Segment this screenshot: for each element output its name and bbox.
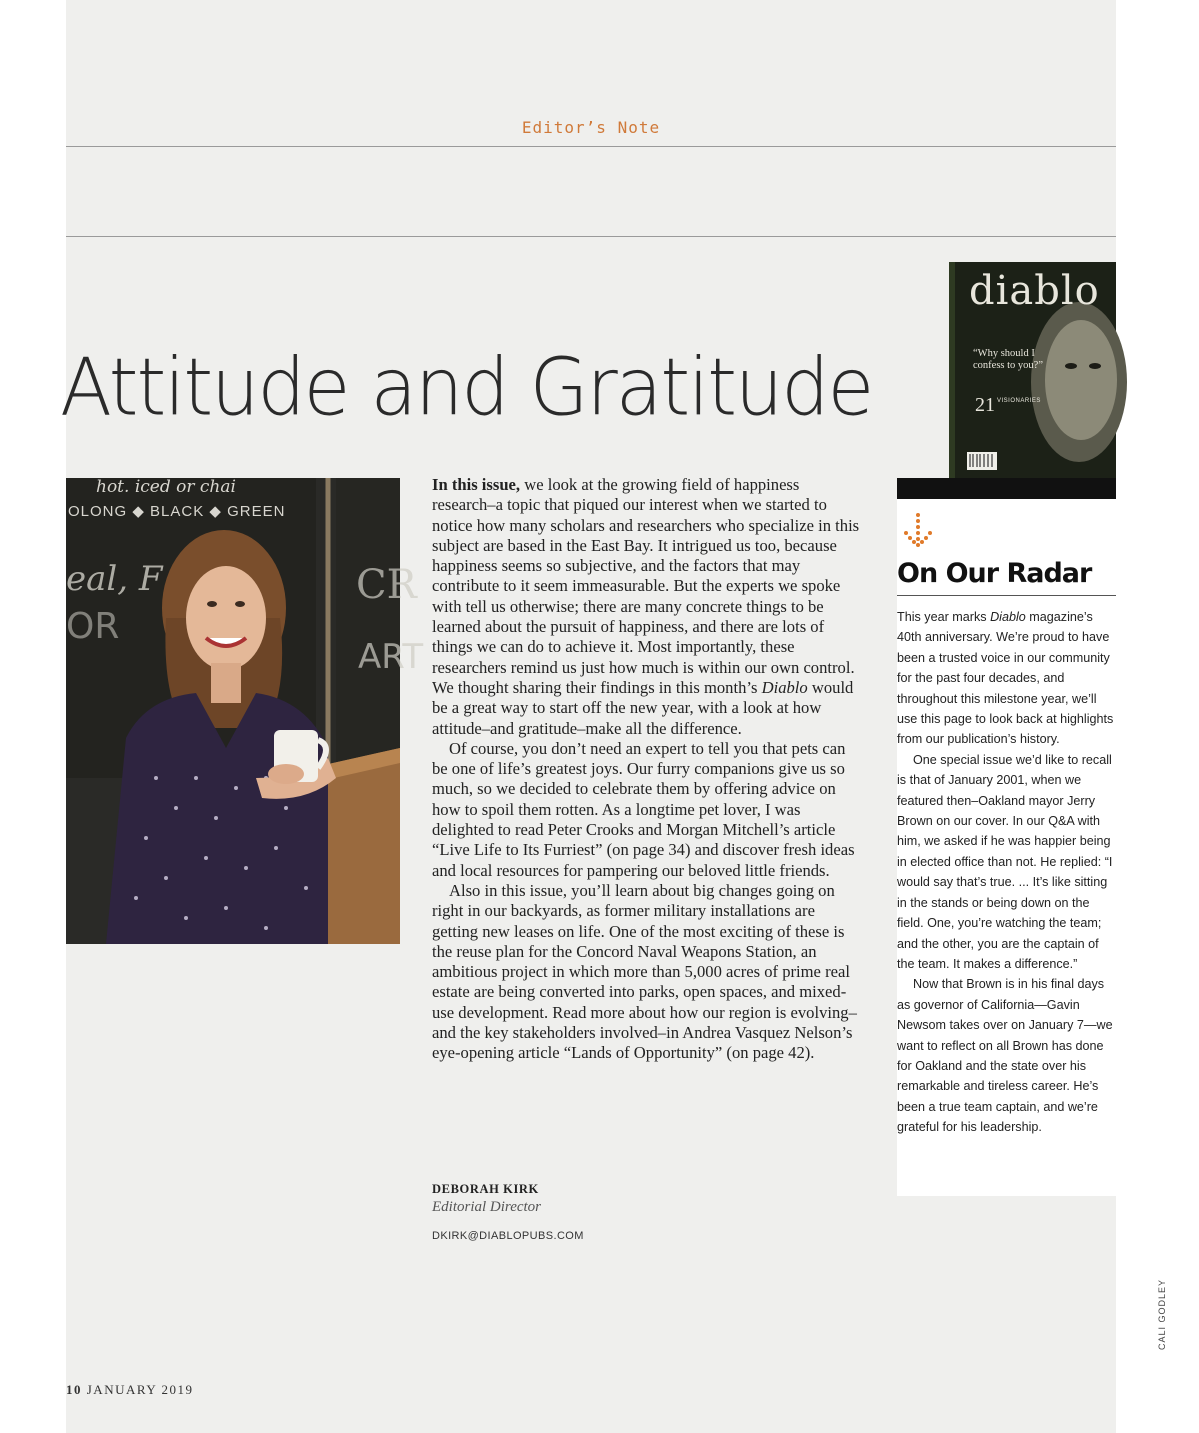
author-title: Editorial Director (432, 1199, 542, 1215)
magazine-name: Diablo (761, 677, 808, 697)
chalkboard-line-1: hot. iced or chai (96, 477, 236, 497)
article-headline: Attitude and Gratitude (60, 340, 873, 434)
paragraph-3: Also in this issue, you’ll learn about big changes going on right in our backyards, as former military installations are getting new leases on life. One of the most exciting of these is the reuse plan for the Concord Naval Weapons Station, an ambitious project in which more than 5,000 acres of prime real estate are being converted into parks, open spaces, and mixed-use development. Read more about how our region is evolving–and the key stakeholders involved–in Andrea Vasquez Nelson’s eye-opening article “Lands of Opportunity” (on page 42). (432, 880, 857, 1063)
page-number: 10 (66, 1382, 82, 1397)
svg-text:eal, F: eal, F (66, 559, 163, 599)
issue-date: JANUARY 2019 (86, 1382, 194, 1397)
sidebar-magazine-name: Diablo (990, 610, 1026, 624)
cover-quote: “Why should I confess to you?” (973, 348, 1043, 371)
sidebar-paragraph-2: One special issue we’d like to recall is that of January 2001, when we featured then–Oakland mayor Jerry Brown on our cover. In our Q&A with him, we asked if he was happier being in elected office than not. He replied: “I would say that’s true. ... It’s like sitting in the stands or being down on the field. One, you’re watching the team; and the other, you are the captain of the team. It makes a difference.” (897, 752, 1113, 971)
paragraph-1 (432, 475, 864, 739)
cover-masthead: diablo (969, 268, 1100, 314)
editor-photo (66, 477, 424, 944)
paragraph-2: Of course, you don’t need an expert to tell you that pets can be one of life’s greatest joys. Our furry companions give us so much, so we decided to celebrate them by offering advice on how to spoil them rotten. As a longtime pet lover, I was delighted to read Peter Crooks and Morgan Mitchell’s article “Live Life to Its Furriest” (on page 34) and discover fresh ideas and local resources for pampering our beloved little friends. (432, 738, 855, 880)
paragraph-1-text: we look at the growing field of happiness research–a topic that piqued our interest when we started to notice how many scholars and researchers who specialize in this subject are based in the East Bay. It intrigued us too, because happiness seems so subjective, and the factors that may contribute to it seem immeasurable. But the experts we spoke with tell us otherwise; there are many concrete things to be learned about the pursuit of happiness, and there are lots of things we can do to achieve it. Most importantly, these researchers remind us just how much is within our own control. We thought sharing their findings in this month’s (432, 475, 860, 697)
cover-visionaries: VISIONARIES (997, 398, 1041, 404)
sidebar-on-our-radar (897, 478, 1116, 1196)
article-body (432, 475, 864, 1064)
sidebar-paragraph-3: Now that Brown is in his final days as governor of California—Gavin Newsom takes over on January 7—we want to reflect on all Brown has done for Oakland and the state over his remarkable and tireless career. He’s been a true team captain, and we’re grateful for his leadership. (897, 977, 1113, 1135)
sidebar-title: On Our Radar (897, 558, 1116, 596)
sidebar-top-bar (897, 478, 1116, 499)
author-name: DEBORAH KIRK (432, 1182, 539, 1196)
sidebar-p1-start: This year marks (897, 610, 991, 624)
arrow-down-icon (901, 512, 935, 556)
magazine-cover-thumbnail (949, 262, 1116, 478)
second-rule (66, 236, 1116, 237)
sidebar-body (897, 607, 1116, 1138)
svg-text:OR: OR (66, 606, 120, 647)
photo-credit: CALI GODLEY (1157, 1278, 1167, 1350)
sidebar-paragraph-1 (897, 607, 1116, 750)
svg-text:ART: ART (358, 637, 424, 677)
signature-block (432, 1182, 732, 1242)
author-email[interactable]: DKIRK@DIABLOPUBS.COM (432, 1230, 584, 1242)
top-rule (66, 146, 1116, 147)
chalkboard-line-2: OLONG ◆ BLACK ◆ GREEN (68, 503, 286, 520)
svg-text:CR: CR (356, 562, 417, 608)
sidebar-p1-rest: magazine’s 40th anniversary. We’re proud to have been a trusted voice in our community for the past four decades, and throughout this milestone year, we’ll use this page to look back at highlights from our publication’s history. (897, 610, 1114, 747)
section-label: Editor’s Note (521, 118, 661, 137)
page-folio (66, 1382, 193, 1398)
lead-in: In this issue, (432, 475, 521, 494)
magazine-page (60, 0, 1116, 1433)
paragraph-1-end: would be a great way to start off the new year, with a look at how attitude–and gratitude–make all the difference. (432, 677, 854, 738)
cover-number: 21 (975, 394, 995, 416)
